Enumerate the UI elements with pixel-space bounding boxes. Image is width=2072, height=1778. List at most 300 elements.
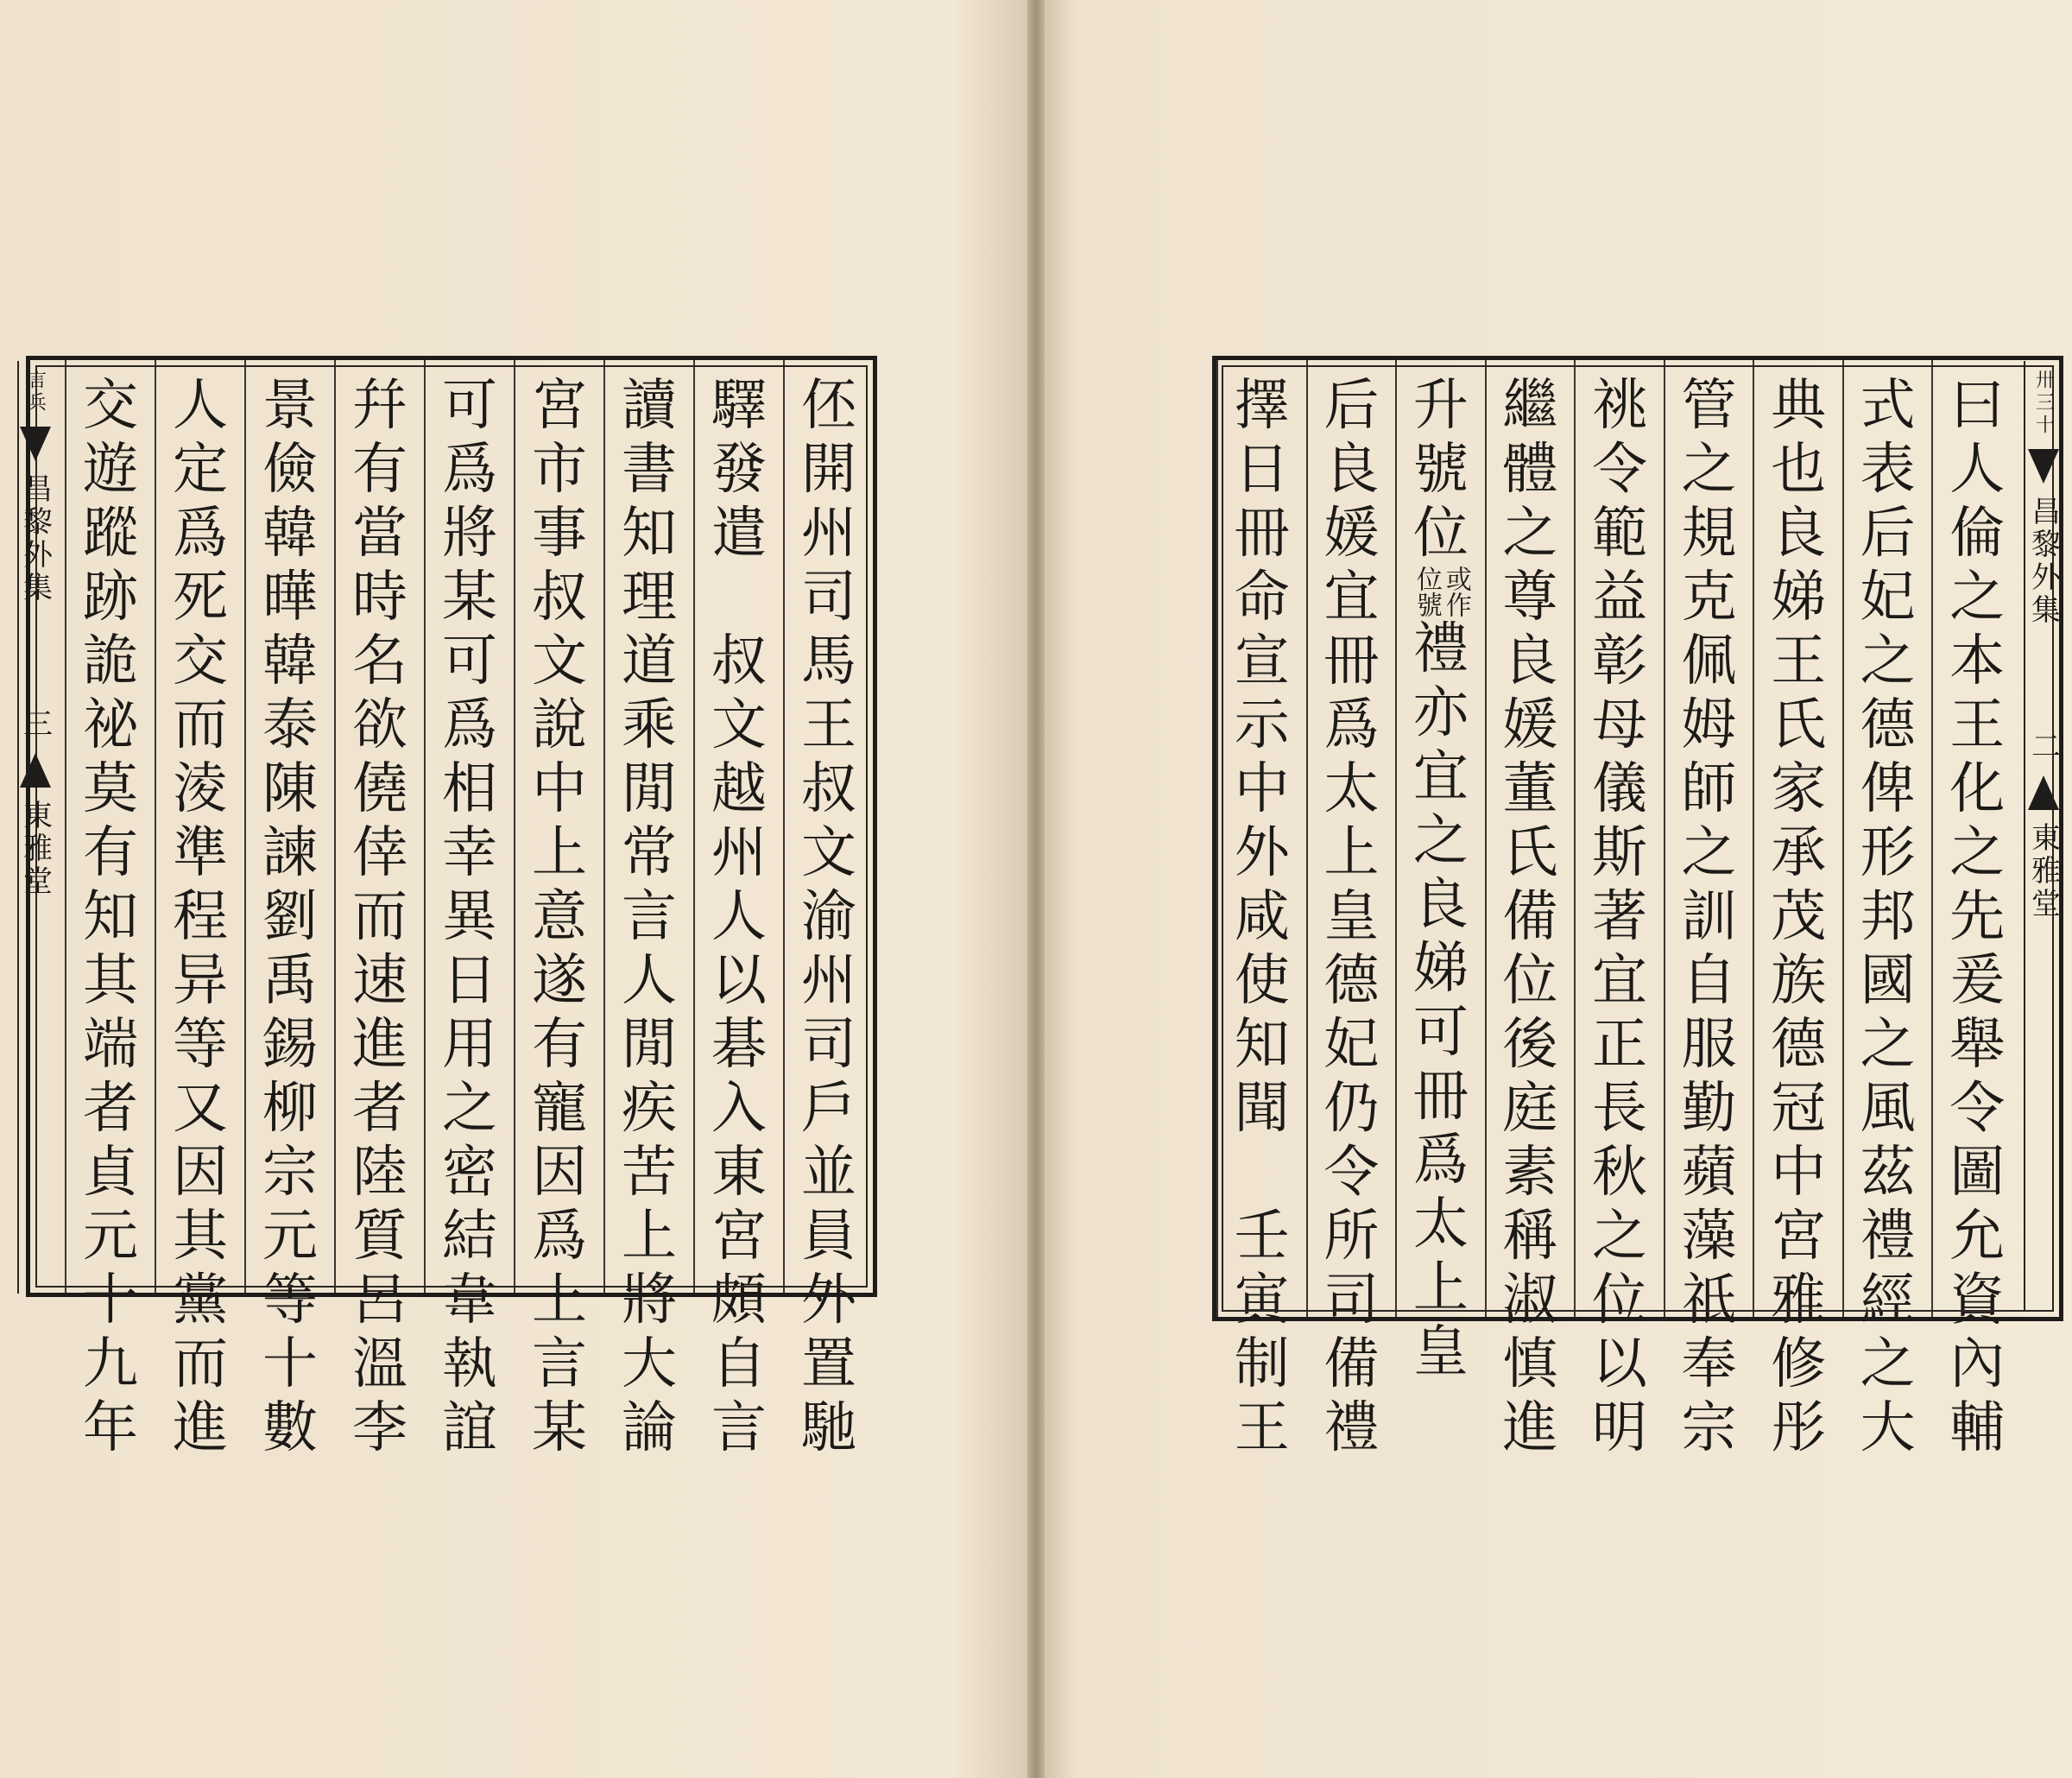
character: 文 [801,821,856,885]
character: 閒 [622,757,677,821]
character: 宮 [711,1205,767,1269]
character: 上 [532,821,587,885]
character: 越 [711,757,767,821]
character: 號 [1412,438,1469,502]
character: 日 [1234,438,1290,502]
character: 曰 [1949,374,2006,438]
character: 爲 [1412,1129,1469,1193]
character: 咸 [1234,885,1290,949]
character: 禮 [1412,617,1469,681]
character: 使 [1234,949,1290,1013]
text-column [334,360,424,1460]
text-column [603,360,693,1460]
character: 等 [173,1013,228,1077]
character: 寅 [1234,1269,1290,1332]
text-column [1395,360,1485,1384]
left-leaf-number: 三 [17,708,53,741]
character: 速 [352,949,407,1013]
character: 媛 [1502,693,1558,757]
character: 規 [1681,502,1737,566]
character: 宗 [1681,1396,1737,1460]
character: 其 [83,949,138,1013]
character: 慎 [1502,1332,1558,1396]
character: 長 [1591,1077,1647,1141]
character: 貞 [83,1141,138,1205]
right-page [1039,0,2072,1778]
character: 克 [1681,566,1737,630]
character: 相 [442,757,497,821]
character: 雅 [1771,1269,1827,1332]
character: 等 [262,1269,318,1332]
character: 景 [262,374,318,438]
character: 秋 [1591,1141,1647,1205]
character: 以 [711,949,767,1013]
character: 韋 [442,1269,497,1332]
character: 經 [1860,1269,1916,1332]
character: 閒 [622,1013,677,1077]
character: 數 [262,1396,318,1460]
character: 進 [173,1396,228,1460]
character: 言 [622,885,677,949]
character: 將 [622,1269,677,1332]
character: 文 [532,630,587,693]
character: 德 [1860,693,1916,757]
character: 令 [1949,1077,2006,1141]
character: 形 [1860,821,1916,885]
character: 妃 [1323,1013,1380,1077]
character: 典 [1771,374,1827,438]
character: 正 [1591,1013,1647,1077]
character: 說 [532,693,587,757]
left-banxin-title: 昌黎外集 [17,473,53,604]
character: 名 [352,630,407,693]
character: 可 [1412,1001,1469,1065]
character: 十 [262,1332,318,1396]
character: 言 [532,1332,587,1396]
character: 入 [711,1077,767,1141]
character: 禹 [262,949,318,1013]
character: 柳 [262,1077,318,1141]
character [704,566,774,630]
character: 后 [1323,374,1380,438]
character: 日 [442,949,497,1013]
character: 著 [1591,885,1647,949]
character: 之 [1949,566,2006,630]
character: 令 [1323,1141,1380,1205]
character: 將 [442,502,497,566]
character: 姆 [1681,693,1737,757]
character: 之 [1591,1205,1647,1269]
character: 中 [1234,757,1290,821]
character: 輔 [1949,1396,2006,1460]
fishtail-mark-lower [20,753,51,788]
character: 擇 [1234,374,1290,438]
character: 俾 [1860,757,1916,821]
character: 茂 [1771,885,1827,949]
character: 藻 [1681,1205,1737,1269]
character: 意 [532,885,587,949]
character: 誼 [442,1396,497,1460]
character: 冊 [1323,630,1380,693]
character: 先 [1949,885,2006,949]
right-banxin-title: 昌黎外集 [2025,496,2061,627]
character: 倖 [352,821,407,885]
character: 彰 [1591,630,1647,693]
character: 舉 [1949,1013,2006,1077]
character: 之 [1860,1332,1916,1396]
character: 媛 [1323,502,1380,566]
character: 之 [1681,438,1737,502]
character: 家 [1771,757,1827,821]
character: 太 [1412,1193,1469,1256]
character: 溫 [352,1332,407,1396]
character: 叔 [532,566,587,630]
character: 之 [1860,1013,1916,1077]
character: 因 [173,1141,228,1205]
character: 備 [1502,885,1558,949]
character: 爲 [442,693,497,757]
character: 爲 [173,502,228,566]
right-text-frame [1212,356,2063,1460]
character: 進 [352,1013,407,1077]
character: 爰 [1949,949,2006,1013]
character: 稱 [1502,1205,1558,1269]
character: 程 [173,885,228,949]
character: 淩 [173,757,228,821]
character: 陸 [352,1141,407,1205]
character: 大 [1860,1396,1916,1460]
character: 修 [1771,1332,1827,1396]
character: 州 [711,821,767,885]
character: 十 [83,1269,138,1332]
character: 王 [1949,693,2006,757]
character: 制 [1234,1332,1290,1396]
character: 娣 [1771,566,1827,630]
character: 備 [1323,1332,1380,1396]
character: 管 [1681,374,1737,438]
character: 表 [1860,438,1916,502]
character: 曄 [262,566,318,630]
character: 某 [442,566,497,630]
character: 明 [1591,1396,1647,1460]
character: 之 [1949,821,2006,885]
character: 風 [1860,1077,1916,1141]
character: 宜 [1412,745,1469,809]
character: 書 [622,438,677,502]
character: 升 [1412,374,1469,438]
right-leaf-number: 二 [2025,731,2061,763]
character: 有 [352,438,407,502]
character: 之 [442,1077,497,1141]
character: 宜 [1591,949,1647,1013]
character: 者 [83,1077,138,1141]
character: 冠 [1771,1077,1827,1141]
text-column [1931,360,2021,1460]
character: 司 [801,566,856,630]
left-banxin [17,361,52,1294]
character: 頗 [711,1269,767,1332]
character: 奉 [1681,1332,1737,1396]
character: 之 [1681,821,1737,885]
character: 祧 [1591,374,1647,438]
character: 叔 [801,757,856,821]
character: 訓 [1681,885,1737,949]
character: 資 [1949,1269,2006,1332]
character: 上 [622,1205,677,1269]
character: 元 [83,1205,138,1269]
character: 韓 [262,630,318,693]
character: 也 [1771,438,1827,502]
character: 爲 [1323,693,1380,757]
text-column [783,360,873,1460]
character: 人 [173,374,228,438]
character: 因 [532,1141,587,1205]
character: 冊 [1412,1065,1469,1129]
character: 詭 [83,630,138,693]
character: 疾 [622,1077,677,1141]
character: 寵 [532,1077,587,1141]
character: 服 [1681,1013,1737,1077]
character: 而 [173,1332,228,1396]
character: 常 [622,821,677,885]
character: 碁 [711,1013,767,1077]
character: 司 [801,1013,856,1077]
character: 州 [801,502,856,566]
character: 自 [1681,949,1737,1013]
character: 宮 [532,374,587,438]
character: 示 [1234,693,1290,757]
character: 馬 [801,630,856,693]
fishtail-mark-lower [2028,775,2059,810]
character: 宗 [262,1141,318,1205]
character: 李 [352,1396,407,1460]
character: 娣 [1412,937,1469,1001]
left-page [0,0,1033,1778]
character: 尊 [1502,566,1558,630]
character: 戶 [801,1077,856,1141]
character: 之 [1502,502,1558,566]
character: 本 [1949,630,2006,693]
character: 年 [83,1396,138,1460]
character: 定 [173,438,228,502]
character: 交 [173,630,228,693]
character: 斯 [1591,821,1647,885]
character: 倫 [1949,502,2006,566]
character: 氏 [1502,821,1558,885]
character: 蘋 [1681,1141,1737,1205]
character: 上 [532,1269,587,1332]
character: 莫 [83,757,138,821]
character: 而 [352,885,407,949]
character: 又 [173,1077,228,1141]
character: 宮 [1771,1205,1827,1269]
character: 妃 [1860,566,1916,630]
left-columns [30,360,873,1460]
character: 韓 [262,502,318,566]
text-column [244,360,334,1460]
character: 呂 [352,1269,407,1332]
character: 董 [1502,757,1558,821]
character: 宜 [1323,566,1380,630]
character: 欲 [352,693,407,757]
character: 祇 [1681,1269,1737,1332]
character: 王 [1771,630,1827,693]
left-text-frame [26,356,877,1460]
text-column [514,360,603,1460]
character: 進 [1502,1396,1558,1460]
character: 死 [173,566,228,630]
character: 命 [1234,566,1290,630]
character: 庭 [1502,1077,1558,1141]
character: 素 [1502,1141,1558,1205]
fishtail-mark [2028,449,2059,484]
character: 族 [1771,949,1827,1013]
character: 開 [801,438,856,502]
character: 邦 [1860,885,1916,949]
character: 論 [622,1396,677,1460]
character: 蹤 [83,502,138,566]
character: 道 [622,630,677,693]
character: 壬 [1234,1205,1290,1269]
character: 體 [1502,438,1558,502]
character: 祕 [83,693,138,757]
character: 理 [622,566,677,630]
character: 驛 [711,374,767,438]
character: 儉 [262,438,318,502]
character: 元 [262,1205,318,1269]
character: 爲 [532,1205,587,1269]
right-banxin-hall: 東雅堂 [2025,822,2061,921]
character: 國 [1860,949,1916,1013]
character: 端 [83,1013,138,1077]
character: 密 [442,1141,497,1205]
character: 後 [1502,1013,1558,1077]
character: 彤 [1771,1396,1827,1460]
character: 遣 [711,502,767,566]
character: 苦 [622,1141,677,1205]
character: 馳 [801,1396,856,1460]
character: 其 [173,1205,228,1269]
character: 市 [532,438,587,502]
right-banxin [2024,361,2062,1311]
character: 遊 [83,438,138,502]
character: 可 [442,630,497,693]
character: 司 [1323,1269,1380,1332]
character: 淑 [1502,1269,1558,1332]
character: 以 [1591,1332,1647,1396]
character: 知 [1234,1013,1290,1077]
text-column [155,360,244,1460]
character: 之 [1860,630,1916,693]
character: 員 [801,1205,856,1269]
character: 位 [1412,502,1469,566]
character: 太 [1323,757,1380,821]
character: 茲 [1860,1141,1916,1205]
character: 僥 [352,757,407,821]
character: 所 [1323,1205,1380,1269]
character: 爲 [442,438,497,502]
character: 异 [173,949,228,1013]
character: 儀 [1591,757,1647,821]
text-column [693,360,783,1460]
character: 執 [442,1332,497,1396]
character: 德 [1771,1013,1827,1077]
character: 知 [83,885,138,949]
character: 上 [1323,821,1380,885]
character: 亦 [1412,681,1469,745]
character: 幷 [352,374,407,438]
character: 東 [711,1141,767,1205]
character: 知 [622,502,677,566]
text-column [1842,360,1932,1460]
character: 師 [1681,757,1737,821]
character: 質 [352,1205,407,1269]
character: 化 [1949,757,2006,821]
character: 用 [442,1013,497,1077]
character: 言 [711,1396,767,1460]
character: 禮 [1323,1396,1380,1460]
right-columns [1216,360,2059,1460]
character: 式 [1860,374,1916,438]
character: 仍 [1323,1077,1380,1141]
character: 佩 [1681,630,1737,693]
character: 準 [173,821,228,885]
character: 可 [442,374,497,438]
character: 聞 [1234,1077,1290,1141]
character: 王 [1234,1396,1290,1460]
character: 並 [801,1141,856,1205]
character: 勤 [1681,1077,1737,1141]
text-column [1753,360,1842,1460]
character: 泰 [262,693,318,757]
character: 德 [1323,949,1380,1013]
character: 圖 [1949,1141,2006,1205]
character: 時 [352,566,407,630]
right-banxin-top: 卅三十 [2032,370,2055,437]
character: 繼 [1502,374,1558,438]
text-column [424,360,514,1460]
character: 錫 [262,1013,318,1077]
character: 之 [1412,809,1469,873]
character: 人 [711,885,767,949]
character: 令 [1591,438,1647,502]
text-column [1485,360,1575,1460]
character: 承 [1771,821,1827,885]
character: 州 [801,949,856,1013]
character: 諫 [262,821,318,885]
character: 而 [173,693,228,757]
character: 渝 [801,885,856,949]
character: 位 [1502,949,1558,1013]
character: 位 [1591,1269,1647,1332]
character: 遂 [532,949,587,1013]
note-line-right: 或作 [1440,566,1471,617]
fishtail-mark [20,427,51,461]
character: 冊 [1234,502,1290,566]
character: 皇 [1323,885,1380,949]
character: 外 [801,1269,856,1332]
character: 乘 [622,693,677,757]
character: 陳 [262,757,318,821]
character: 氏 [1771,693,1827,757]
character: 當 [352,502,407,566]
character: 良 [1771,502,1827,566]
character: 異 [442,885,497,949]
character: 置 [801,1332,856,1396]
text-column [1574,360,1664,1460]
character: 幸 [442,821,497,885]
character: 九 [83,1332,138,1396]
